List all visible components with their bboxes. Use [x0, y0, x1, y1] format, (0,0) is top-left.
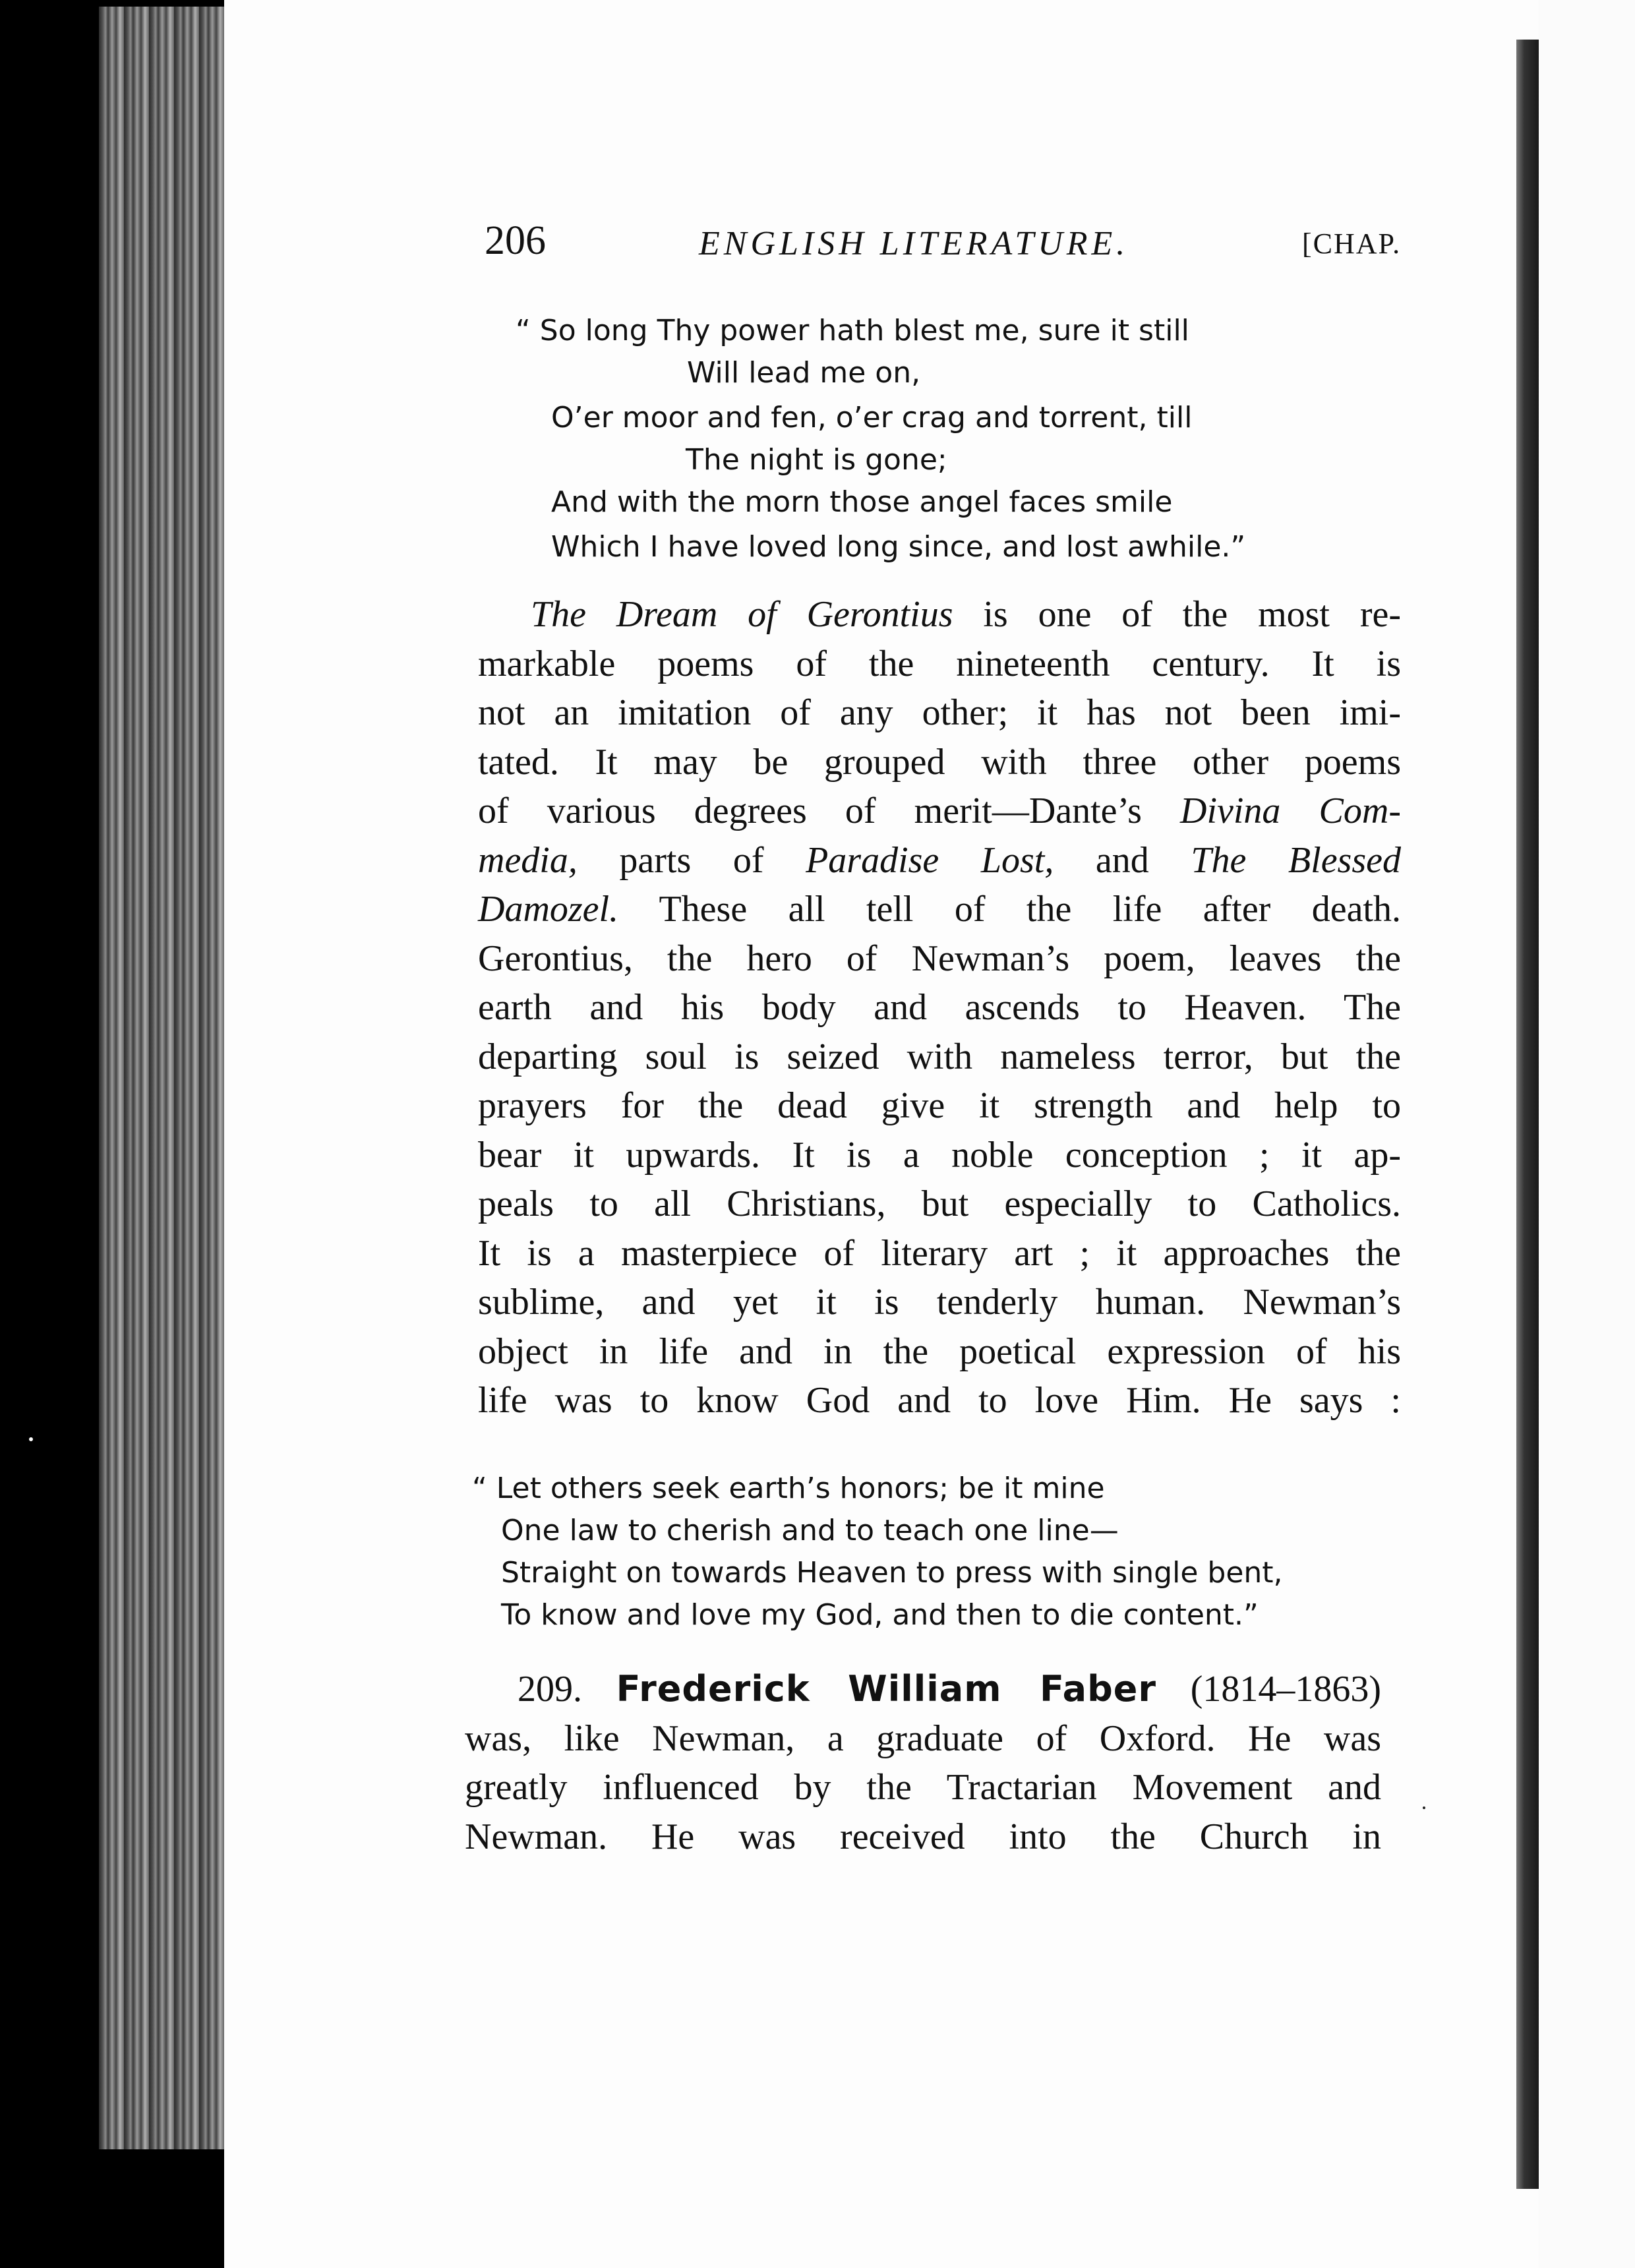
paragraph-gerontius	[478, 590, 1401, 1425]
paragraph-line: media, parts of Paradise Lost, and The Blessed	[478, 839, 1401, 881]
work-title: Paradise Lost,	[806, 839, 1054, 881]
page-edges	[99, 7, 231, 2149]
paragraph-line: peals to all Christians, but especially to Catholics.	[478, 1183, 1401, 1224]
paragraph-line: of various degrees of merit—Dante’s Divina Com-	[478, 791, 1401, 831]
paragraph-line: It is a masterpiece of literary art ; it approaches the	[478, 1232, 1401, 1274]
chapter-mark: [CHAP.	[1302, 227, 1402, 260]
scan-speck	[29, 1437, 33, 1441]
verse-line: Which I have loved long since, and lost awhile.”	[551, 530, 1246, 564]
paragraph-line: Damozel. These all tell of the life after death.	[478, 889, 1401, 930]
section-heading-line	[465, 1665, 1381, 1714]
verse-line: Straight on towards Heaven to press with single bent,	[501, 1556, 1283, 1590]
paragraph-line: markable poems of the nineteenth century. It is	[478, 643, 1401, 684]
verse-line: O’er moor and fen, o’er crag and torrent, till	[551, 401, 1193, 434]
paragraph-line: sublime, and yet it is tenderly human. Newman’s	[478, 1282, 1401, 1323]
paragraph-line: not an imitation of any other; it has not been imi-	[478, 692, 1401, 733]
right-gutter-shadow	[1516, 40, 1539, 2189]
paragraph-line: tated. It may be grouped with three other poems	[478, 741, 1401, 783]
work-title: Damozel.	[478, 889, 619, 930]
next-page-edge	[1539, 0, 1635, 2268]
paragraph-line: object in life and in the poetical expression of his	[478, 1330, 1401, 1372]
paragraph-line: greatly influenced by the Tractarian Movement and	[465, 1767, 1381, 1808]
section-209	[465, 1665, 1381, 1861]
paragraph-line: Newman. He was received into the Church in	[465, 1816, 1381, 1857]
work-title: The Dream of Gerontius	[531, 594, 953, 635]
verse-line: The night is gone;	[686, 443, 947, 477]
work-title: Divina Com-	[1180, 791, 1401, 831]
work-title: The Blessed	[1191, 839, 1401, 881]
running-head	[0, 218, 1635, 270]
running-title: ENGLISH LITERATURE.	[699, 225, 1129, 262]
scan-speck	[1423, 1806, 1425, 1809]
page-number: 206	[485, 218, 546, 263]
paragraph-line: Gerontius, the hero of Newman’s poem, leaves the	[478, 938, 1401, 979]
paragraph-line: life was to know God and to love Him. He says :	[478, 1380, 1401, 1421]
paragraph-line: was, like Newman, a graduate of Oxford. He was	[465, 1717, 1381, 1759]
paragraph-line: bear it upwards. It is a noble conception ; it ap-	[478, 1134, 1401, 1176]
section-subject: Frederick William Faber	[616, 1668, 1157, 1710]
work-title: media,	[478, 839, 578, 881]
section-dates: (1814–1863)	[1190, 1669, 1381, 1710]
verse-line: Will lead me on,	[687, 356, 921, 390]
section-number: 209.	[518, 1669, 582, 1710]
verse-line: To know and love my God, and then to die content.”	[501, 1598, 1259, 1632]
verse-line: “ Let others seek earth’s honors; be it mine	[472, 1472, 1105, 1505]
verse-line: One law to cherish and to teach one line—	[501, 1514, 1119, 1547]
paragraph-line: departing soul is seized with nameless terror, but the	[478, 1036, 1401, 1077]
paragraph-line: prayers for the dead give it strength and help to	[478, 1085, 1401, 1126]
paragraph-line: The Dream of Gerontius is one of the most re-	[531, 594, 1401, 635]
verse-line: And with the morn those angel faces smile	[551, 485, 1173, 519]
paragraph-line: earth and his body and ascends to Heaven. The	[478, 987, 1401, 1028]
verse-line: “ So long Thy power hath blest me, sure it still	[516, 314, 1189, 347]
